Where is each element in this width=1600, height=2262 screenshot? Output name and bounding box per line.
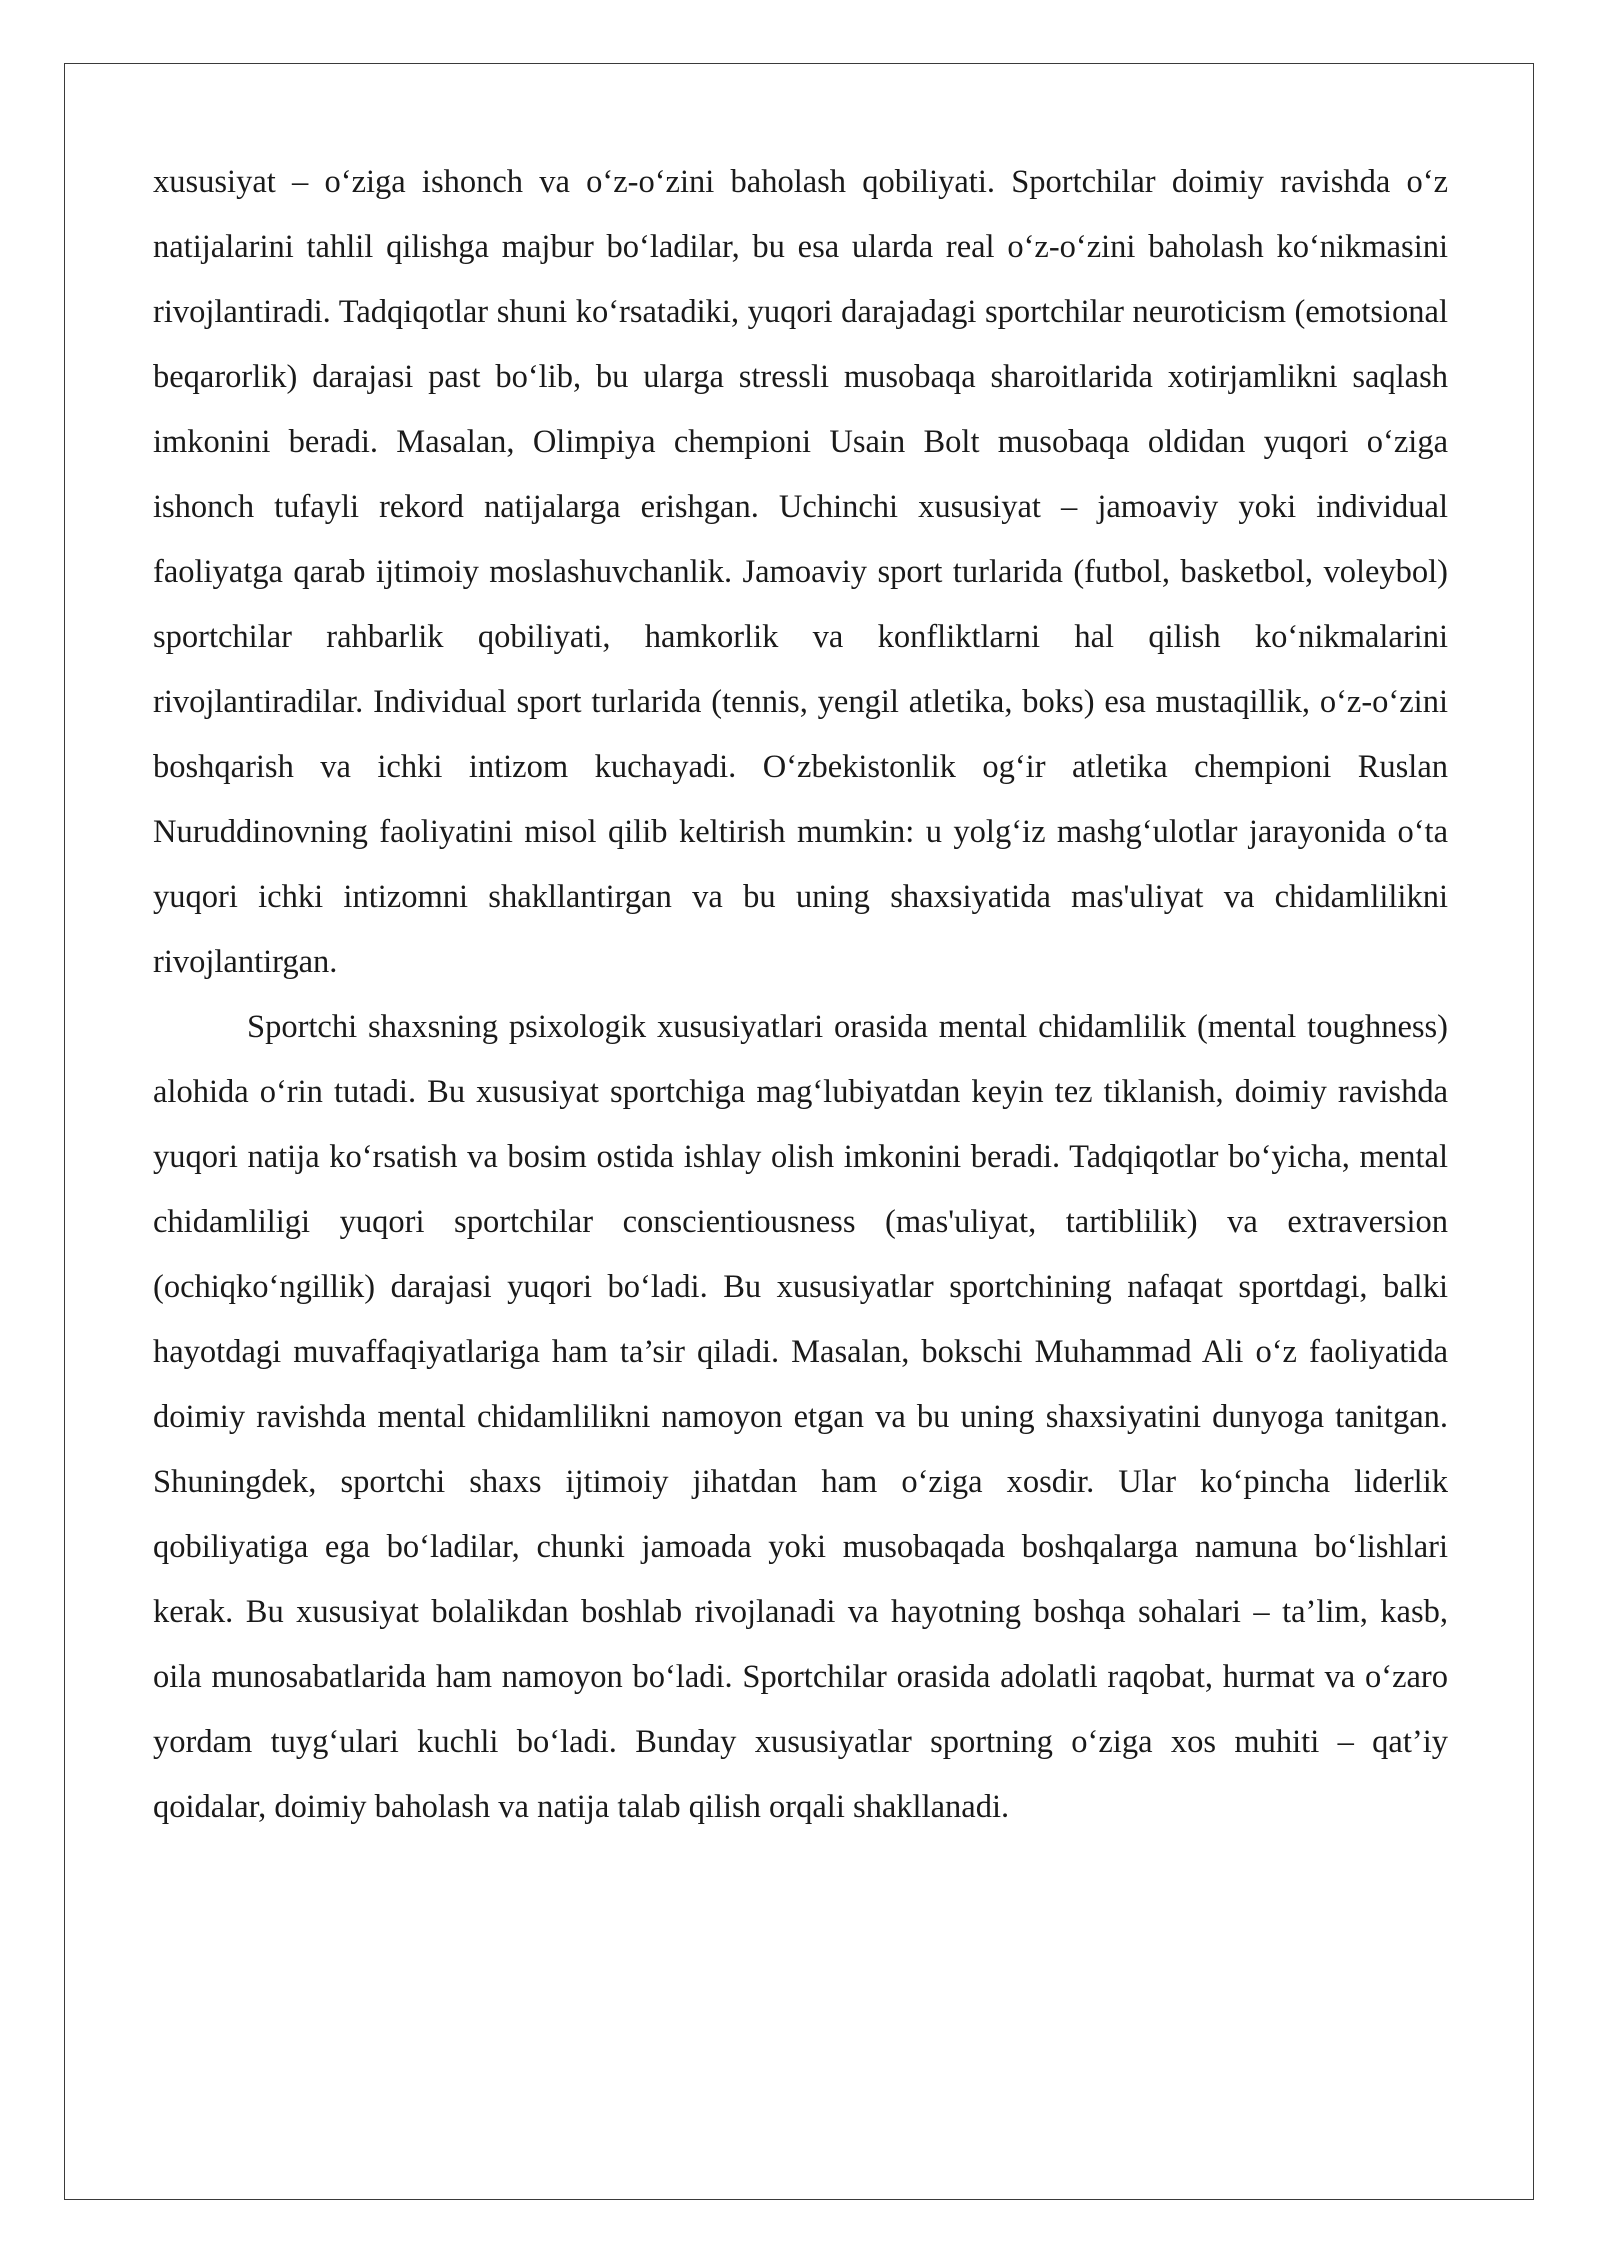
paragraph-2: Sportchi shaxsning psixologik xususiyatlari orasida mental chidamlilik (mental toughness) alohida o‘rin tutadi. Bu xususiyat sportchiga mag‘lubiyatdan keyin tez tiklanish, doimiy ravishda yuqori natija ko‘rsatish va bosim ostida ishlay olish imkonini beradi. Tadqiqotlar bo‘yicha, mental chidamliligi yuqori sportchilar conscientiousness (mas'uliyat, tartiblilik) va extraversion (ochiqko‘ngillik) darajasi yuqori bo‘ladi. Bu xususiyatlar sportchining nafaqat sportdagi, balki hayotdagi muvaffaqiyatlariga ham ta’sir qiladi. Masalan, bokschi Muhammad Ali o‘z faoliyatida doimiy ravishda mental chidamlilikni namoyon etgan va bu uning shaxsiyatini dunyoga tanitgan. Shuningdek, sportchi shaxs ijtimoiy jihatdan ham o‘ziga xosdir. Ular ko‘pincha liderlik qobiliyatiga ega bo‘ladilar, chunki jamoada yoki musobaqada boshqalarga namuna bo‘lishlari kerak. Bu xususiyat bolalikdan boshlab rivojlanadi va hayotning boshqa sohalari – ta’lim, kasb, oila munosabatlarida ham namoyon bo‘ladi. Sportchilar orasida adolatli raqobat, hurmat va o‘zaro yordam tuyg‘ulari kuchli bo‘ladi. Bunday xususiyatlar sportning o‘ziga xos muhiti – qat’iy qoidalar, doimiy baholash va natija talab qilish orqali shakllanadi.	[153, 1009, 1448, 1825]
document-body	[153, 150, 1448, 1840]
paragraph-1: xususiyat – o‘ziga ishonch va o‘z-o‘zini baholash qobiliyati. Sportchilar doimiy ravishda o‘z natijalarini tahlil qilishga majbur bo‘ladilar, bu esa ularda real o‘z-o‘zini baholash ko‘nikmasini rivojlantiradi. Tadqiqotlar shuni ko‘rsatadiki, yuqori darajadagi sportchilar neuroticism (emotsional beqarorlik) darajasi past bo‘lib, bu ularga stressli musobaqa sharoitlarida xotirjamlikni saqlash imkonini beradi. Masalan, Olimpiya chempioni Usain Bolt musobaqa oldidan yuqori o‘ziga ishonch tufayli rekord natijalarga erishgan. Uchinchi xususiyat – jamoaviy yoki individual faoliyatga qarab ijtimoiy moslashuvchanlik. Jamoaviy sport turlarida (futbol, basketbol, voleybol) sportchilar rahbarlik qobiliyati, hamkorlik va konfliktlarni hal qilish ko‘nikmalarini rivojlantiradilar. Individual sport turlarida (tennis, yengil atletika, boks) esa mustaqillik, o‘z-o‘zini boshqarish va ichki intizom kuchayadi. O‘zbekistonlik og‘ir atletika chempioni Ruslan Nuruddinovning faoliyatini misol qilib keltirish mumkin: u yolg‘iz mashg‘ulotlar jarayonida o‘ta yuqori ichki intizomni shakllantirgan va bu uning shaxsiyatida mas'uliyat va chidamlilikni rivojlantirgan.	[153, 164, 1448, 980]
